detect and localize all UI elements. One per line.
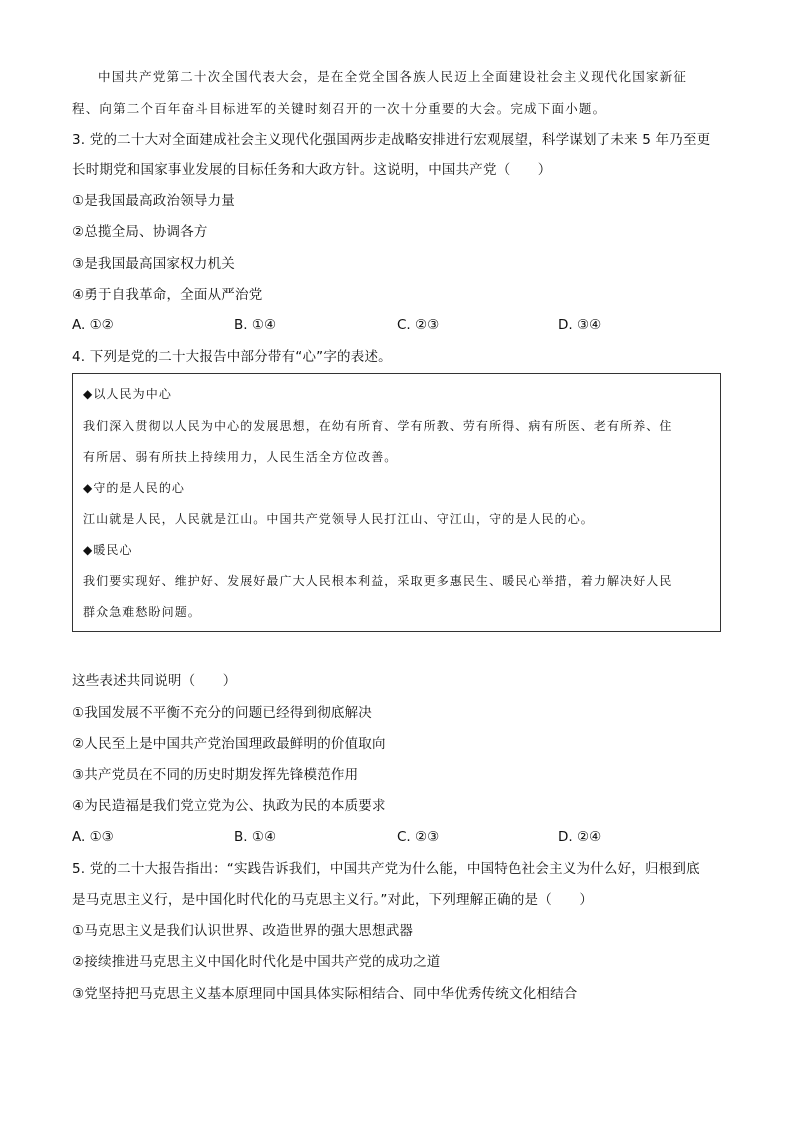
q3-option-c[interactable]: C. ②③: [397, 317, 440, 333]
q3-item-2: ②总揽全局、协调各方: [72, 224, 208, 240]
box-paragraph-1-line-1: 我们深入贯彻以人民为中心的发展思想，在幼有所育、学有所教、劳有所得、病有所医、老有所养、住: [83, 419, 673, 433]
q3-options: [72, 315, 722, 335]
intro-line-2: 程、向第二个百年奋斗目标进军的关键时刻召开的一次十分重要的大会。完成下面小题。: [72, 101, 607, 116]
q3-item-1: ①是我国最高政治领导力量: [72, 193, 236, 209]
box-paragraph-3-line-2: 群众急难愁盼问题。: [83, 605, 201, 619]
q5-stem-line-2: 是马克思主义行，是中国化时代化的马克思主义行。”对此，下列理解正确的是（ ）: [72, 892, 594, 908]
q4-option-d[interactable]: D. ②④: [558, 829, 602, 845]
box-paragraph-2-line-1: 江山就是人民，人民就是江山。中国共产党领导人民打江山、守江山，守的是人民的心。: [83, 512, 594, 526]
q5-item-1: ①马克思主义是我们认识世界、改造世界的强大思想武器: [72, 923, 414, 939]
q4-option-b[interactable]: B. ①④: [234, 829, 277, 845]
q3-stem-line-1: 3. 党的二十大对全面建成社会主义现代化强国两步走战略安排进行宏观展望，科学谋划了未来 5 年乃至更: [72, 132, 711, 148]
quote-box: [72, 373, 721, 632]
q4-prompt: 这些表述共同说明（ ）: [72, 673, 237, 689]
q3-option-b[interactable]: B. ①④: [234, 317, 277, 333]
box-heading-3: ◆暖民心: [83, 543, 133, 557]
q3-item-4: ④勇于自我革命，全面从严治党: [72, 287, 263, 303]
q4-item-2: ②人民至上是中国共产党治国理政最鲜明的价值取向: [72, 736, 386, 752]
box-heading-1: ◆以人民为中心: [83, 387, 172, 401]
q4-item-3: ③共产党员在不同的历史时期发挥先锋模范作用: [72, 767, 359, 783]
q4-item-4: ④为民造福是我们党立党为公、执政为民的本质要求: [72, 798, 386, 814]
q3-item-3: ③是我国最高国家权力机关: [72, 256, 236, 272]
box-paragraph-1-line-2: 有所居、弱有所扶上持续用力，人民生活全方位改善。: [83, 450, 398, 464]
q3-stem-line-2: 长时期党和国家事业发展的目标任务和大政方针。这说明，中国共产党（ ）: [72, 162, 552, 178]
q5-item-3: ③党坚持把马克思主义基本原理同中国具体实际相结合、同中华优秀传统文化相结合: [72, 986, 578, 1002]
q5-stem-line-1: 5. 党的二十大报告指出：“实践告诉我们，中国共产党为什么能，中国特色社会主义为什么好，归根到底: [72, 861, 700, 877]
box-paragraph-3-line-1: 我们要实现好、维护好、发展好最广大人民根本利益，采取更多惠民生、暖民心举措，着力解决好人民: [83, 574, 673, 588]
q4-item-1: ①我国发展不平衡不充分的问题已经得到彻底解决: [72, 705, 373, 721]
q4-options: [72, 827, 722, 847]
intro-line-1: 中国共产党第二十次全国代表大会，是在全党全国各族人民迈上全面建设社会主义现代化国家新征: [98, 69, 688, 84]
q4-stem: 4. 下列是党的二十大报告中部分带有“心”字的表述。: [72, 349, 392, 365]
box-heading-2: ◆守的是人民的心: [83, 481, 186, 495]
q5-item-2: ②接续推进马克思主义中国化时代化是中国共产党的成功之道: [72, 954, 441, 970]
q3-option-d[interactable]: D. ③④: [558, 317, 602, 333]
q3-option-a[interactable]: A. ①②: [72, 317, 114, 333]
q4-option-c[interactable]: C. ②③: [397, 829, 440, 845]
q4-option-a[interactable]: A. ①③: [72, 829, 114, 845]
